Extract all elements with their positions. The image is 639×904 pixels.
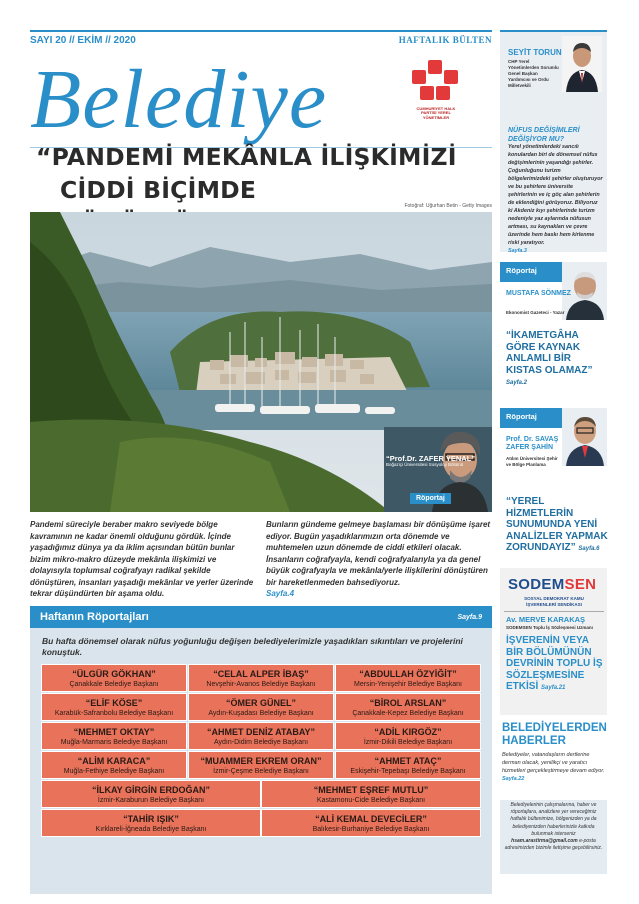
interviewee-name: “ALİ KEMAL DEVECİLER” xyxy=(315,814,427,824)
interview-quote xyxy=(506,330,606,390)
interviewee-role: Mersin-Yenişehir Belediye Başkanı xyxy=(354,681,462,688)
interviewee-name: “ABDULLAH ÖZYİĞİT” xyxy=(359,669,457,679)
union-page-ref[interactable]: Sayfa.21 xyxy=(541,685,566,691)
weekly-interviews-box xyxy=(30,606,492,894)
news-text: Belediyeler, vatandaşların dertlerine derman olacak, yenilikçi ve yaratıcı hizmetleri gerçekleştirmeye devam ediyor. xyxy=(502,752,605,774)
union-author: Av. MERVE KARAKAŞ xyxy=(506,615,586,624)
interview-card xyxy=(335,664,481,692)
edition-label: HAFTALIK BÜLTEN xyxy=(398,35,492,45)
interviewee-role: Muğla-Fethiye Belediye Başkanı xyxy=(63,768,165,775)
interview-card xyxy=(188,751,334,779)
interviews-header xyxy=(30,606,492,628)
interviewee-portrait-inset xyxy=(384,212,492,512)
interviews-page-ref[interactable]: Sayfa.9 xyxy=(457,613,482,621)
union-box xyxy=(500,568,607,715)
contact-email[interactable]: hsam.arastirma@gmail.com xyxy=(511,838,578,845)
quote-text: “İKAMETGÂHA GÖRE KAYNAK ANLAMLI BİR KISTAS OLAMAZ” xyxy=(506,330,593,376)
interview-card xyxy=(41,751,187,779)
interview-card xyxy=(335,751,481,779)
news-box xyxy=(500,722,607,792)
interview-card xyxy=(188,664,334,692)
union-headline-text: İŞVERENİN VEYA BİR BÖLÜMÜNÜN DEVRİNİN TOPLU İŞ SÖZLEŞMESİNE ETKİSİ xyxy=(506,635,603,692)
newspaper-logo: Belediye xyxy=(30,53,328,146)
interview-card xyxy=(335,693,481,721)
interviewee-portrait xyxy=(562,408,607,466)
interviewee-role: Çanakkale-Kepez Belediye Başkanı xyxy=(352,710,464,717)
lede-right-text: Bunların gündeme gelmeye başlaması bir dönüşüme işaret ediyor. Bugün yaşadıklarımızın orta dönemde ve muhtemelen uzun dönemde de ciddi etkileri olacak. İnsanların coğrafyayla, kendi coğrafyalarıyla ya da genel büyük coğrafyayla ve mekânla/yerle ilişkilerini dönüştüren bir hareketlenmeden bahsediyoruz. xyxy=(266,520,491,587)
interview-box-1 xyxy=(500,262,607,402)
interviewee-role: Atılım Üniversitesi Şehir ve Bölge Planlama xyxy=(506,456,558,467)
news-body xyxy=(502,751,607,783)
interviewee-role: Aydın-Kuşadası Belediye Başkanı xyxy=(208,710,314,717)
issue-info: SAYI 20 // EKİM // 2020 xyxy=(30,35,136,46)
editorial-author-role: CHP Yerel Yönetimlerden Sorumlu Genel Başkan Yardımcısı ve Ordu Milletvekili xyxy=(508,59,559,88)
interviewee-name: MUSTAFA SÖNMEZ xyxy=(506,290,571,297)
interview-tag: Röportaj xyxy=(500,262,562,282)
headline-line-2: CİDDİ BİÇİMDE xyxy=(60,176,257,204)
interviews-intro: Bu hafta dönemsel olarak nüfus yoğunluğu değişen belediyelerimizle yaşadıkları sıkıntıları ve projelerini konuştuk. xyxy=(42,636,463,657)
interview-tag: Röportaj xyxy=(410,493,451,504)
headline-line-1: “PANDEMİ MEKÂNLA İLİŞKİMİZİ xyxy=(36,143,457,171)
photo-credit: Fotoğraf: Uğurhan Betin - Getty Images xyxy=(404,203,492,209)
interview-card xyxy=(41,664,187,692)
interview-tag: Röportaj xyxy=(500,408,562,428)
interviewee-caption xyxy=(386,455,475,468)
contact-box xyxy=(500,800,607,874)
editorial-page-ref[interactable]: Sayfa.3 xyxy=(508,248,527,254)
interview-card xyxy=(261,809,481,837)
interview-card xyxy=(41,693,187,721)
interviewee-role: Çanakkale Belediye Başkanı xyxy=(69,681,159,688)
interviewee-name: “ÜLGÜR GÖKHAN” xyxy=(72,669,156,679)
contact-text: Belediyelerinin çalışmalarına, haber ve röportajlara, analizlere yer vereceğimiz haftalık bültenimize, bölgenizden ya da belediyenizden haberlerinizle katkıda bulunmak isterseniz hsam.arastirma@gmail.com e-posta adresimizden bizimle iletişime geçebilirsiniz. xyxy=(504,802,603,852)
union-headline xyxy=(506,635,606,695)
interviewee-name: “BİROL ARSLAN” xyxy=(369,698,447,708)
lede-right xyxy=(266,519,492,600)
editorial-text: Yerel yönetimlerdeki sancılı konulardan biri de dönemsel nüfus değişimlerinin yaşandığı şehirler. Çoğunluğunu turizm bölgelerimizdeki şehirler oluşturuyor ve bu şehirlere üniversite şehirlerinin ve iç göç alan şehirlerin de eklendiğini görüyoruz. Biliyoruz ki Akdeniz kıyı şehirlerinde turizm nedeniyle yaz aylarında nüfusun artması, su kaynakları ve çevre üzerinde hem baskı hem kirlenme riski yaratıyor. xyxy=(508,144,603,246)
interview-card xyxy=(261,780,481,808)
interviews-title: Haftanın Röportajları xyxy=(40,611,149,623)
news-page-ref[interactable]: Sayfa.22 xyxy=(502,776,525,782)
editorial-box xyxy=(500,30,607,252)
interviewee-affiliation: Boğaziçi Üniversitesi Sosyoloji Bölümü xyxy=(386,462,464,468)
interviewee-name: “ADİL KIRGÖZ” xyxy=(374,727,442,737)
interviewee-role: Karabük-Safranbolu Belediye Başkanı xyxy=(54,710,174,717)
interviewee-role: Aydın-Didim Belediye Başkanı xyxy=(213,739,309,746)
union-tagline: SOSYAL DEMOKRAT KAMU İŞVERENLERİ SENDİKASI xyxy=(524,596,584,607)
interviewee-role: Balıkesir-Burhaniye Belediye Başkanı xyxy=(312,826,430,833)
interview-card xyxy=(335,722,481,750)
interview-card xyxy=(188,722,334,750)
interviewee-name: “AHMET ATAÇ” xyxy=(374,756,442,766)
interviewee-name: “CELAL ALPER İBAŞ” xyxy=(213,669,309,679)
quote-text: “YEREL HİZMETLERİN SUNUMUNDA YENİ ANALİZLER YAPMAK ZORUNDAYIZ” xyxy=(506,496,608,553)
interviewee-name: “MEHMET EŞREF MUTLU” xyxy=(313,785,429,795)
interviewee-role: Eskişehir-Tepebaşı Belediye Başkanı xyxy=(350,768,466,775)
interview-box-2 xyxy=(500,408,607,556)
interviewee-role: İzmir-Karaburun Belediye Başkanı xyxy=(97,797,205,804)
interviewee-role: Muğla-Marmaris Belediye Başkanı xyxy=(60,739,168,746)
interviewee-name: “MUAMMER EKREM ORAN” xyxy=(200,756,322,766)
interview-page-ref[interactable]: Sayfa.2 xyxy=(506,380,528,386)
interviewee-name: “TAHİR IŞIK” xyxy=(123,814,179,824)
author-portrait xyxy=(562,36,602,92)
interviewee-name: “MEHMET OKTAY” xyxy=(73,727,155,737)
interviewee-name: Prof. Dr. SAVAŞ ZAFER ŞAHİN xyxy=(506,436,559,451)
interviewee-role: Nevşehir-Avanos Belediye Başkanı xyxy=(206,681,316,688)
interviewee-role: Ekonomist Gazeteci - Yazar xyxy=(506,310,565,315)
editorial-question: NÜFUS DEĞİŞİMLERİ DEĞİŞİYOR MU? xyxy=(508,127,580,143)
editorial-author: SEYİT TORUN xyxy=(508,48,562,57)
interviewee-name: “ELİF KÖSE” xyxy=(85,698,143,708)
interviewee-name: “AHMET DENİZ ATABAY” xyxy=(207,727,315,737)
editorial-body xyxy=(508,143,603,255)
interview-card xyxy=(41,809,261,837)
news-title: BELEDİYELERDEN HABERLER xyxy=(502,722,607,747)
interviewee-role: İzmir-Dikili Belediye Başkanı xyxy=(363,739,453,746)
interviewee-role: Kırklareli-İğneada Belediye Başkanı xyxy=(95,826,207,833)
interviewee-name: “ÖMER GÜNEL” xyxy=(225,698,296,708)
interviewee-name: “İLKAY GİRGİN ERDOĞAN” xyxy=(91,785,210,795)
interviewee-role: İzmir-Çeşme Belediye Başkanı xyxy=(213,768,309,775)
union-logo: SODEMSEN xyxy=(508,576,597,593)
lede-left: Pandemi süreciyle beraber makro seviyede bölge kavramının ne kadar önemli olduğunu gördük. İçinde yaşadığımız dünya ya da iklim açısından bütün bunlar bizim mikro-makro düzeyde mekânla ilişkimizi ve dolayısıyla toplumsal coğrafyayı radikal şekilde dönüştüren, insanları yaşadığı mekânlar ve yerler üzerinde tekrar düşündürten bir aşama oldu. xyxy=(30,520,254,598)
interview-quote xyxy=(506,496,610,556)
interview-card xyxy=(188,693,334,721)
interview-card xyxy=(41,722,187,750)
interview-card xyxy=(41,780,261,808)
interview-page-ref[interactable]: Sayfa.6 xyxy=(578,546,600,552)
emblem-caption: CUMHURİYET HALK PARTİSİ YEREL YÖNETİMLER xyxy=(416,106,456,120)
interviewee-name: “ALİM KARACA” xyxy=(77,756,151,766)
interviewee-role: Kastamonu-Cide Belediye Başkanı xyxy=(316,797,426,804)
union-author-role: SODEMSEN Toplu İş Sözleşmesi Uzmanı xyxy=(506,625,593,630)
lede-page-ref[interactable]: Sayfa.4 xyxy=(266,589,295,598)
interviewee-name: “Prof.Dr. ZAFER YENAL” xyxy=(386,454,476,463)
